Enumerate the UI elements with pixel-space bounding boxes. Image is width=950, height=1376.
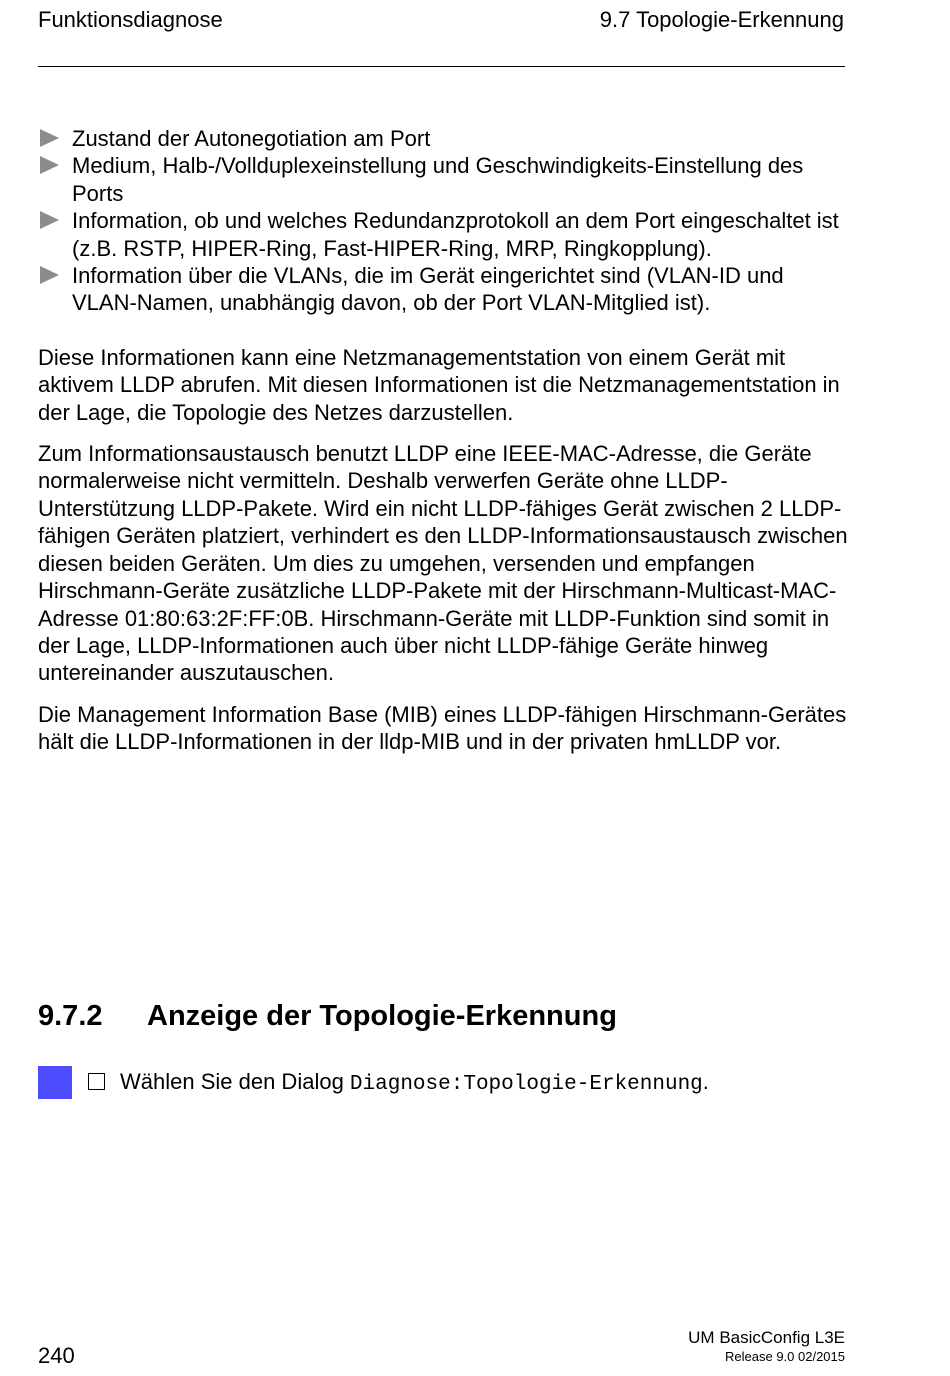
paragraph-netzmanagement: Diese Informationen kann eine Netzmanagementstation von einem Gerät mit aktivem LLDP abrufen. Mit diesen Informationen ist die Netzmanagementstation in der Lage, die Topologie des Netzes darzustellen.	[38, 344, 840, 425]
running-header-chapter: Funktionsdiagnose	[38, 7, 223, 32]
triangle-bullet-icon	[40, 156, 59, 174]
list-item	[38, 207, 848, 262]
list-item-text: Zustand der Autonegotiation am Port	[72, 126, 431, 151]
step-marker-icon	[38, 1066, 72, 1099]
list-item-text: Information, ob und welches Redundanzprotokoll an dem Port eingeschaltet ist (z.B. RSTP, HIPER-Ring, Fast-HIPER-Ring, MRP, Ringkopplung).	[72, 208, 839, 261]
section-heading	[38, 996, 617, 1036]
step-instruction: Wählen Sie den Dialog	[120, 1069, 350, 1094]
list-item-text: Information über die VLANs, die im Gerät eingerichtet sind (VLAN-ID und VLAN-Namen, unabhängig davon, ob der Port VLAN-Mitglied ist).	[72, 263, 784, 316]
triangle-bullet-icon	[40, 211, 59, 229]
triangle-bullet-icon	[40, 266, 59, 284]
paragraph-mib: Die Management Information Base (MIB) eines LLDP-fähigen Hirschmann-Gerätes hält die LLDP-Informationen in der lldp-MIB und in der privaten hmLLDP vor.	[38, 701, 847, 755]
section-title: Anzeige der Topologie-Erkennung	[147, 1000, 617, 1032]
triangle-bullet-icon	[40, 129, 59, 147]
list-item-text: Medium, Halb-/Vollduplexeinstellung und Geschwindigkeits-Einstellung des Ports	[72, 153, 804, 206]
section-number: 9.7.2	[38, 1000, 103, 1032]
step-text	[120, 1068, 709, 1099]
list-item	[38, 125, 848, 152]
dialog-path: Diagnose:Topologie-Erkennung	[349, 1073, 703, 1096]
feature-bullet-list	[38, 125, 848, 317]
step-checkbox[interactable]	[88, 1073, 105, 1090]
paragraph-informationsaustausch: Zum Informationsaustausch benutzt LLDP eine IEEE-MAC-Adresse, die Geräte normalerweise nicht vermitteln. Deshalb verwerfen Geräte ohne LLDP-Unterstützung LLDP-Pakete. Wird ein nicht LLDP-fähiges Gerät zwischen 2 LLDP-fähigen Geräten platziert, verhindert es den LLDP-Informationsaustausch zwischen diesen beiden Geräten. Um dies zu umgehen, versenden und empfangen Hirschmann-Geräte zusätzliche LLDP-Pakete mit der Hirschmann-Multicast-MAC-Adresse 01:80:63:2F:FF:0B. Hirschmann-Geräte mit LLDP-Funktion sind somit in der Lage, LLDP-Informationen auch über nicht LLDP-fähige Geräte hinweg untereinander auszutauschen.	[38, 441, 848, 686]
footer-release: Release 9.0 02/2015	[725, 1349, 845, 1364]
step-end: .	[702, 1069, 709, 1094]
body-content	[38, 125, 848, 756]
footer-doc-title: UM BasicConfig L3E	[688, 1328, 845, 1347]
footer-document-info	[688, 1327, 845, 1365]
running-header-section: 9.7 Topologie-Erkennung	[599, 7, 844, 32]
instruction-step	[38, 1066, 848, 1100]
header-divider	[38, 66, 845, 67]
list-item	[38, 262, 848, 317]
page-number: 240	[38, 1343, 75, 1368]
list-item	[38, 152, 848, 207]
